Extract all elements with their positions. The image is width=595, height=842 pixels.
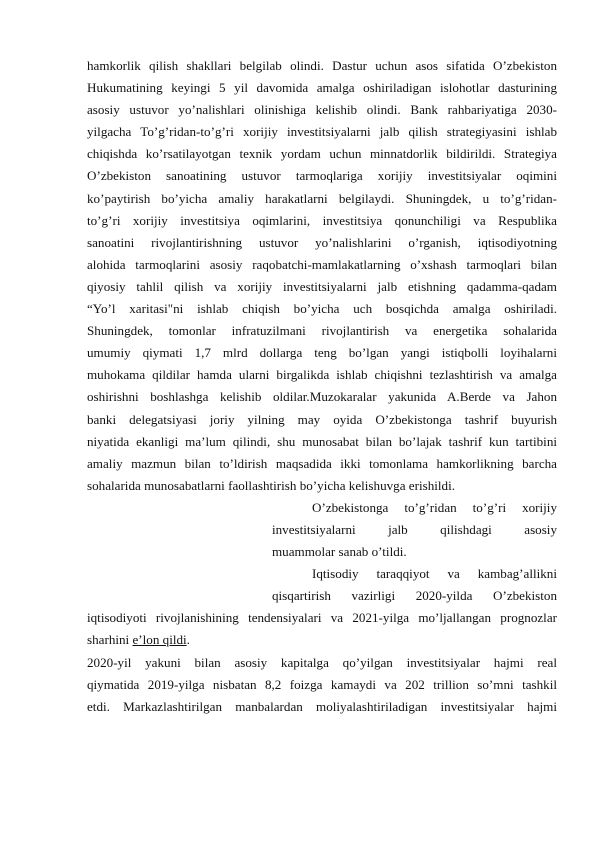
text-fragment: sharhini xyxy=(87,632,133,648)
paragraph-problems xyxy=(87,497,557,563)
text-line: Shuningdek, tomonlar infratuzilmani rivojlantirish va energetika sohalarida xyxy=(87,323,557,339)
text-line: amaliy mazmun bilan to’ldirish maqsadida ikki tomonlama hamkorlikning barcha xyxy=(87,455,557,471)
paragraph-cooperation xyxy=(87,55,557,497)
text-line: ko’paytirish bo’yicha amaliy harakatlarni belgilaydi. Shuningdek, u to’g’ridan- xyxy=(87,190,557,206)
text-line: umumiy qiymati 1,7 mlrd dollarga teng bo’lgan yangi istiqbolli loyihalarni xyxy=(87,345,557,361)
text-line: investitsiyalarni jalb qilishdagi asosiy xyxy=(272,521,557,537)
text-line: Iqtisodiy taraqqiyot va kambag’allikni xyxy=(312,566,557,582)
text-fragment: . xyxy=(186,632,190,648)
text-line: hamkorlik qilish shakllari belgilab olindi. Dastur uchun asos sifatida O’zbekiston xyxy=(87,58,557,73)
text-line: alohida tarmoqlarini asosiy raqobatchi-mamlakatlarning o’xshash tarmoqlari bilan xyxy=(87,256,557,272)
text-line: oshirishni boshlashga kelishib oldilar.Muzokaralar yakunida A.Berde va Jahon xyxy=(87,389,557,405)
text-line: asosiy ustuvor yo’nalishlari olinishiga kelishib olindi. Bank rahbariyatiga 2030- xyxy=(87,102,557,118)
text-line: qiymatida 2019-yilga nisbatan 8,2 foizga kamaydi va 202 trillion so’mni tashkil xyxy=(87,676,557,692)
text-line: muammolar sanab o’tildi. xyxy=(272,544,407,560)
text-line: Hukumatining keyingi 5 yil davomida amalga oshiriladigan islohotlar dasturining xyxy=(87,80,557,96)
text-line: “Yo’l xaritasi"ni ishlab chiqish bo’yicha uch bosqichda amalga oshiriladi. xyxy=(87,301,557,317)
text-line: muhokama qildilar hamda ularni birgalikda ishlab chiqishni tezlashtirish va amalga xyxy=(87,367,557,383)
paragraph-investment xyxy=(87,652,557,718)
paragraph-ministry xyxy=(87,563,557,651)
text-line: to’g’ri xorijiy investitsiya oqimlarini, investitsiya qonunchiligi va Respublika xyxy=(87,212,557,228)
text-line: yilgacha To’g’ridan-to’g’ri xorijiy investitsiyalarni jalb qilish strategiyasini ishlab xyxy=(87,124,557,140)
text-line: iqtisodiyoti rivojlanishining tendensiyalari va 2021-yilga mo’ljallangan prognozlar xyxy=(87,610,557,626)
text-line: sanoatini rivojlantirishning ustuvor yo’nalishlarini o’rganish, iqtisodiyotning xyxy=(87,234,557,250)
text-line: O’zbekistonga to’g’ridan to’g’ri xorijiy xyxy=(312,499,557,515)
document-page xyxy=(87,55,557,718)
announcement-link[interactable]: e’lon qildi xyxy=(132,632,187,648)
text-line: banki delegatsiyasi joriy yilning may oyida O’zbekistonga tashrif buyurish xyxy=(87,411,557,427)
text-line: niyatida ekanligi ma’lum qilindi, shu munosabat bilan bo’lajak tashrif kun tartibini xyxy=(87,433,557,449)
text-line: etdi. Markazlashtirilgan manbalardan moliyalashtiriladigan investitsiyalar hajmi xyxy=(87,698,557,714)
text-line: sohalarida munosabatlarni faollashtirish bo’yicha kelishuvga erishildi. xyxy=(87,477,455,493)
text-line: 2020-yil yakuni bilan asosiy kapitalga qo’yilgan investitsiyalar hajmi real xyxy=(87,654,557,670)
text-line xyxy=(87,629,557,651)
text-line: qisqartirish vazirligi 2020-yilda O’zbekiston xyxy=(272,588,557,604)
text-line: qiyosiy tahlil qilish va xorijiy investitsiyalarni jalb etishning qadamma-qadam xyxy=(87,278,557,294)
text-line: O’zbekiston sanoatining ustuvor tarmoqlariga xorijiy investitsiyalar oqimini xyxy=(87,168,557,184)
text-line: chiqishda ko’rsatilayotgan texnik yordam uchun minnatdorlik bildirildi. Strategiya xyxy=(87,146,557,162)
